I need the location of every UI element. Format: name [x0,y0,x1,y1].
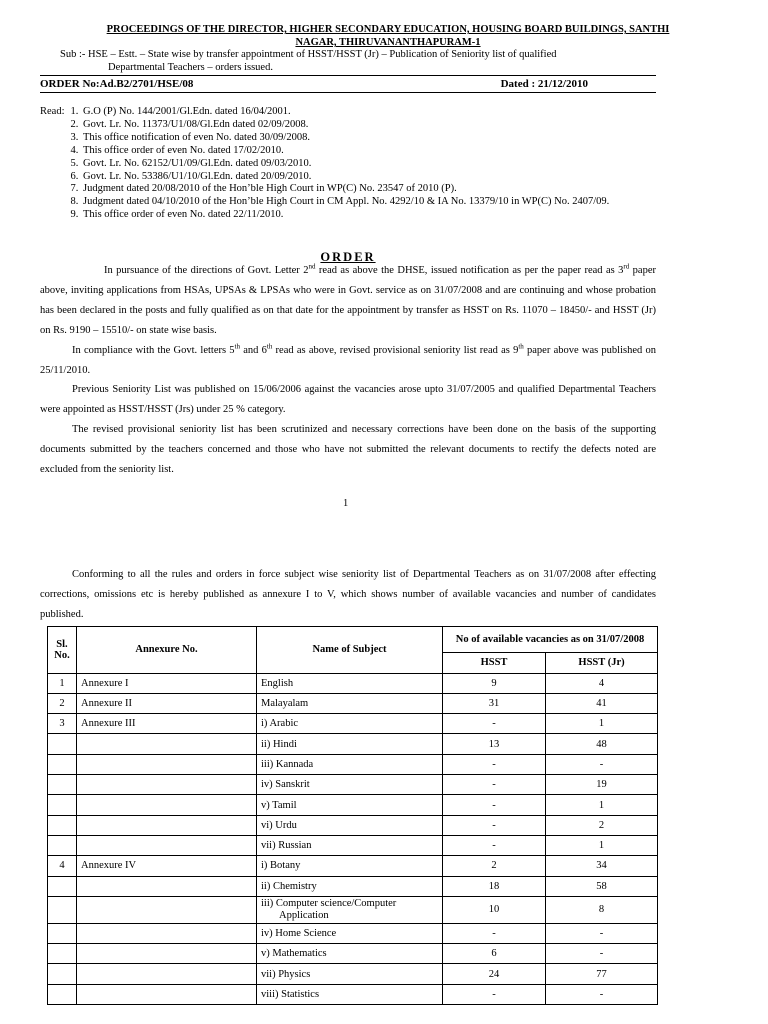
order-number: ORDER No:Ad.B2/2701/HSE/08 [40,78,194,90]
cell-hsst: 10 [443,896,546,923]
cell-sl-no [48,795,77,815]
conforming-paragraph-block [40,565,656,625]
cell-sl-no [48,734,77,754]
cell-hsst-jr: - [546,944,658,964]
cell-hsst-jr: - [546,923,658,943]
table-row [48,835,658,855]
heading-line-1: PROCEEDINGS OF THE DIRECTOR, HIGHER SECONDARY EDUCATION, HOUSING BOARD BUILDINGS, SANTHI [106,24,670,35]
vacancies-table [47,626,658,1005]
table-row [48,775,658,795]
cell-annexure [77,944,257,964]
reference-item: 3. This office notification of even No. dated 30/09/2008. [81,132,660,145]
table-row [48,944,658,964]
cell-subject: iii) Computer science/Computer Application [257,896,443,923]
order-body [40,261,656,480]
col-header-annexure: Annexure No. [77,627,257,674]
cell-hsst: 9 [443,673,546,693]
cell-annexure: Annexure I [77,673,257,693]
cell-hsst-jr: 2 [546,815,658,835]
col-header-sl: Sl. No. [48,627,77,674]
col-header-subject: Name of Subject [257,627,443,674]
cell-sl-no [48,835,77,855]
cell-hsst-jr: 1 [546,714,658,734]
cell-annexure [77,896,257,923]
reference-item: 5. Govt. Lr. No. 62152/U1/09/Gl.Edn. dated 09/03/2010. [81,158,660,171]
col-header-vacancies: No of available vacancies as on 31/07/2008 [443,627,658,653]
cell-hsst: - [443,795,546,815]
cell-sl-no [48,896,77,923]
cell-annexure [77,835,257,855]
cell-annexure [77,754,257,774]
page-number: 1 [343,498,349,509]
paragraph-4: The revised provisional seniority list has been scrutinized and necessary corrections have been done on the basis of the supporting documents submitted by the teachers concerned and those who have not submitted the relevant documents to rectify the defects noted are excluded from the seniority list. [40,424,656,476]
cell-hsst: - [443,815,546,835]
cell-sl-no: 1 [48,673,77,693]
cell-annexure [77,775,257,795]
cell-annexure [77,795,257,815]
cell-sl-no: 2 [48,693,77,713]
top-rule [40,75,656,76]
subject-line-2: Departmental Teachers – orders issued. [108,62,273,73]
cell-sl-no [48,964,77,984]
cell-annexure [77,734,257,754]
cell-subject: vi) Urdu [257,815,443,835]
table-row [48,876,658,896]
cell-sl-no [48,775,77,795]
cell-sl-no [48,944,77,964]
cell-sl-no [48,876,77,896]
heading-line-2: NAGAR, THIRUVANANTHAPURAM-1 [295,37,481,48]
cell-hsst-jr: 48 [546,734,658,754]
reference-item: 4. This office order of even No. dated 17/02/2010. [81,145,660,158]
cell-hsst-jr: 1 [546,795,658,815]
cell-annexure [77,876,257,896]
cell-subject: v) Tamil [257,795,443,815]
cell-annexure [77,964,257,984]
paragraph-3: Previous Seniority List was published on 15/06/2006 against the vacancies arose upto 31/07/2005 and qualified Departmental Teachers were appointed as HSST/HSST (Jrs) under 25 % category. [40,384,656,416]
reference-items [40,106,660,222]
cell-subject: vii) Russian [257,835,443,855]
reference-item: 6. Govt. Lr. No. 53386/U1/10/Gl.Edn. dated 20/09/2010. [81,171,660,184]
table-row [48,795,658,815]
cell-subject: iii) Kannada [257,754,443,774]
cell-hsst: - [443,984,546,1004]
table-row [48,673,658,693]
cell-subject: ii) Chemistry [257,876,443,896]
bottom-rule [40,92,656,93]
subject-line-1: Sub :- HSE – Estt. – State wise by transfer appointment of HSST/HSST (Jr) – Publication of Seniority list of qualified [60,49,557,60]
reference-item: 2. Govt. Lr. No. 11373/U1/08/Gl.Edn dated 02/09/2008. [81,119,660,132]
cell-sl-no [48,754,77,774]
paragraph-5: Conforming to all the rules and orders in force subject wise seniority list of Departmental Teachers as on 31/07/2008 after effecting corrections, omissions etc is hereby published as annexure I to V, which shows number of available vacancies and number of candidates published. [40,569,656,620]
cell-hsst: - [443,775,546,795]
order-date: Dated : 21/12/2010 [500,78,588,90]
cell-annexure: Annexure IV [77,856,257,876]
table-row [48,815,658,835]
cell-hsst: 24 [443,964,546,984]
cell-sl-no [48,815,77,835]
cell-sl-no: 3 [48,714,77,734]
cell-subject: iv) Sanskrit [257,775,443,795]
order-number-line [40,78,656,90]
cell-subject: iv) Home Science [257,923,443,943]
table-row [48,856,658,876]
proceedings-heading [40,23,736,49]
cell-subject: i) Arabic [257,714,443,734]
col-header-hsst: HSST [443,653,546,673]
cell-hsst-jr: 1 [546,835,658,855]
read-label: Read: [40,106,65,117]
cell-hsst: 13 [443,734,546,754]
cell-hsst: - [443,714,546,734]
cell-subject: i) Botany [257,856,443,876]
cell-hsst-jr: - [546,984,658,1004]
cell-hsst: - [443,923,546,943]
cell-annexure: Annexure III [77,714,257,734]
paragraph-2: In compliance with the Govt. letters 5th and 6th read as above, revised provisional seniority list read as 9th paper above was published on 25/11/2010. [40,342,656,376]
cell-hsst: 6 [443,944,546,964]
order-title: ORDER [320,250,376,264]
cell-annexure [77,815,257,835]
col-header-hsst-jr: HSST (Jr) [546,653,658,673]
cell-annexure [77,923,257,943]
paragraph-1: In pursuance of the directions of Govt. Letter 2nd read as above the DHSE, issued notification as per the paper read as 3rd paper above, inviting applications from HSAs, UPSAs & LPSAs who were in Govt. service as on 31/07/2008 and are continuing and whose probation has been declared in the posts and fully qualified as on that date for the appointment by transfer as HSST on Rs. 11070 – 18450/- and HSST (Jr) on Rs. 9190 – 15510/- on state wise basis. [40,262,656,336]
cell-subject: viii) Statistics [257,984,443,1004]
table-row [48,923,658,943]
table-row [48,984,658,1004]
cell-hsst-jr: 41 [546,693,658,713]
cell-hsst: - [443,835,546,855]
references-list [40,106,660,222]
cell-subject: v) Mathematics [257,944,443,964]
cell-hsst-jr: 77 [546,964,658,984]
cell-hsst-jr: 4 [546,673,658,693]
table-row [48,734,658,754]
cell-hsst-jr: 58 [546,876,658,896]
reference-item: 7. Judgment dated 20/08/2010 of the Hon’ble High Court in WP(C) No. 23547 of 2010 (P). [81,183,660,196]
cell-subject: Malayalam [257,693,443,713]
table-row [48,964,658,984]
cell-hsst: 31 [443,693,546,713]
cell-sl-no [48,984,77,1004]
reference-item: 1. G.O (P) No. 144/2001/Gl.Edn. dated 16/04/2001. [81,106,660,119]
cell-subject: vii) Physics [257,964,443,984]
table-row [48,693,658,713]
cell-hsst-jr: 8 [546,896,658,923]
table-row [48,714,658,734]
reference-item: 8. Judgment dated 04/10/2010 of the Hon’ble High Court in CM Appl. No. 4292/10 & IA No. 13379/10 in WP(C) No. 2407/09. [81,196,660,209]
cell-hsst-jr: - [546,754,658,774]
cell-hsst: 18 [443,876,546,896]
cell-hsst-jr: 34 [546,856,658,876]
cell-hsst: - [443,754,546,774]
cell-subject: English [257,673,443,693]
table-row [48,896,658,923]
subject-block [60,48,680,74]
cell-annexure: Annexure II [77,693,257,713]
cell-hsst-jr: 19 [546,775,658,795]
cell-subject: ii) Hindi [257,734,443,754]
table-row [48,754,658,774]
cell-annexure [77,984,257,1004]
reference-item: 9. This office order of even No. dated 22/11/2010. [81,209,660,222]
cell-hsst: 2 [443,856,546,876]
cell-sl-no: 4 [48,856,77,876]
cell-sl-no [48,923,77,943]
